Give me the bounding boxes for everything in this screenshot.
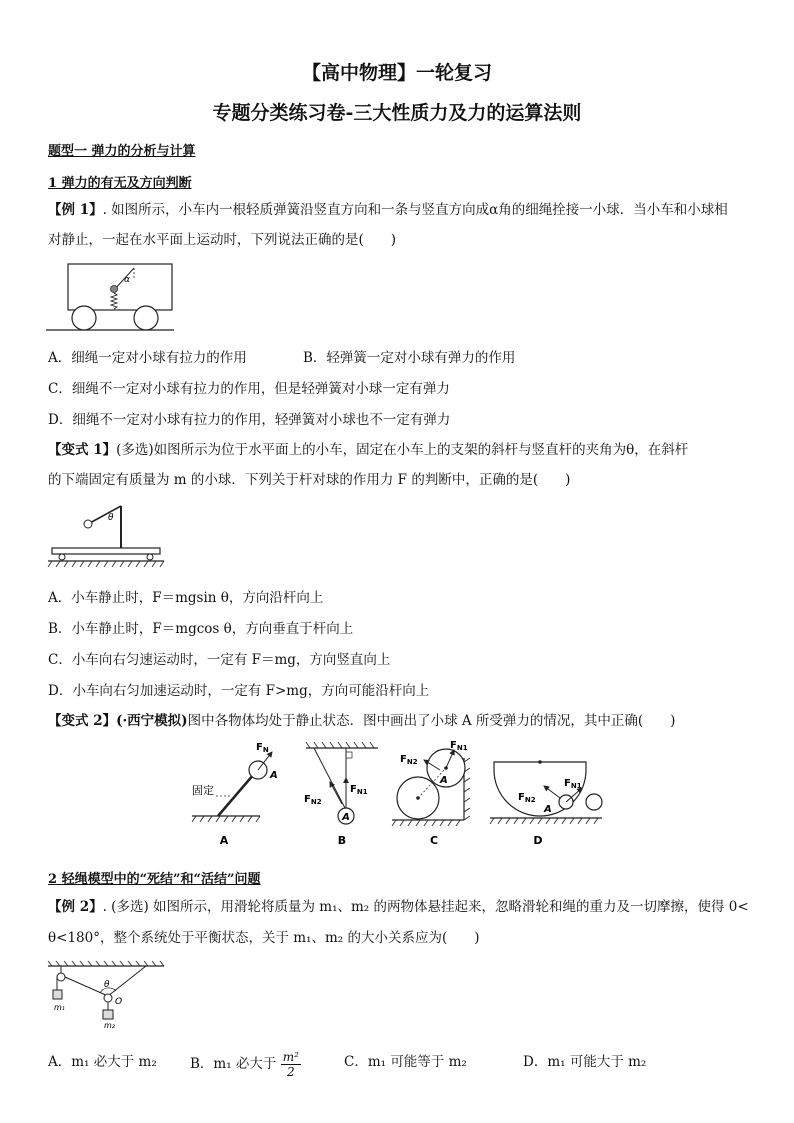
fn1-label-c: $F_{N1}$ xyxy=(450,740,468,752)
variant-1-tag: 【变式 1】 xyxy=(48,442,117,458)
page-title: 【高中物理】一轮复习 xyxy=(301,62,492,84)
variant-2-text: 图中各物体均处于静止状态．图中画出了小球 A 所受弹力的情况，其中正确( ) xyxy=(187,713,676,729)
cart-spring-figure xyxy=(46,262,176,334)
fn-label-a: $F_N$ xyxy=(256,742,269,754)
diagram-label-c: C xyxy=(429,834,439,847)
variant-2-source: (·西宁模拟) xyxy=(116,713,188,729)
example-1-line1 xyxy=(48,200,748,220)
example-1-line2: 对静止，一起在水平面上运动时，下列说法正确的是( ) xyxy=(48,232,397,248)
variant-1-option-a: A．小车静止时，F＝mgsin θ，方向沿杆向上 xyxy=(48,590,324,606)
diagram-c xyxy=(392,740,470,847)
subsection-heading-2: 2 轻绳模型中的“死结”和“活结”问题 xyxy=(48,872,261,887)
option-a: A．细绳一定对小球有拉力的作用 xyxy=(48,350,247,366)
fn1-label-d: $F_{N1}$ xyxy=(564,778,582,790)
diagram-label-a: A xyxy=(219,834,229,847)
option-c: C．细绳不一定对小球有拉力的作用，但是轻弹簧对小球一定有弹力 xyxy=(48,381,450,397)
variant-1-option-c: C．小车向右匀速运动时，一定有 F＝mg，方向竖直向上 xyxy=(48,652,391,668)
diagram-d xyxy=(490,760,602,847)
fraction xyxy=(281,1050,301,1079)
ball-label-d: A xyxy=(544,804,552,815)
variant-1-line2: 的下端固定有质量为 m 的小球．下列关于杆对球的作用力 F 的判断中，正确的是( ) xyxy=(48,472,571,488)
fn2-label-d: $F_{N2}$ xyxy=(518,792,536,804)
variant-1-text: (多选)如图所示为位于水平面上的小车，固定在小车上的支架的斜杆与竖直杆的夹角为θ，在斜杆 xyxy=(116,442,689,458)
example-2-option-d: D．m₁ 可能大于 m₂ xyxy=(523,1054,647,1070)
fraction-numerator: m² xyxy=(282,1050,299,1064)
diagram-a xyxy=(192,742,278,847)
page-subtitle: 专题分类练习卷-三大性质力及力的运算法则 xyxy=(212,102,582,124)
variant-1-option-b: B．小车静止时，F＝mgcos θ，方向垂直于杆向上 xyxy=(48,621,354,637)
m1-label: m₁ xyxy=(54,1003,65,1012)
fixed-label: 固定 xyxy=(192,784,214,797)
theta-label-pulley: θ xyxy=(104,980,110,990)
diagram-label-d: D xyxy=(533,834,543,847)
o-label: O xyxy=(115,997,123,1007)
ball-label-c: A xyxy=(440,775,448,786)
diagram-label-b: B xyxy=(337,834,347,847)
fraction-denominator: 2 xyxy=(287,1065,295,1079)
example-2-line2: θ<180°，整个系统处于平衡状态，关于 m₁、m₂ 的大小关系应为( ) xyxy=(48,930,480,946)
diagram-b xyxy=(304,742,378,847)
example-2-tag: 【例 2】 xyxy=(48,899,103,915)
theta-label: θ xyxy=(108,513,114,523)
variant-2-tag: 【变式 2】 xyxy=(48,713,117,729)
variant-2-line xyxy=(48,711,748,731)
option-b: B．轻弹簧一定对小球有弹力的作用 xyxy=(303,350,516,366)
example-1-tag: 【例 1】 xyxy=(48,202,103,218)
example-2-option-a: A．m₁ 必大于 m₂ xyxy=(48,1054,157,1070)
spring xyxy=(111,293,117,309)
variant-1-line1 xyxy=(48,440,748,460)
section-heading: 题型一 弹力的分析与计算 xyxy=(48,144,196,159)
alpha-label: α xyxy=(124,275,130,285)
m2-label: m₂ xyxy=(104,1021,115,1030)
wheel-right xyxy=(134,306,158,330)
example-2-text: . (多选) 如图所示，用滑轮将质量为 m₁、m₂ 的两物体悬挂起来，忽略滑轮和绳的重力及一切摩擦，使得 0< xyxy=(102,899,749,915)
option-b-prefix: B．m₁ 必大于 xyxy=(190,1056,277,1072)
ball-label-b: A xyxy=(342,812,350,823)
fn2-label-b: $F_{N2}$ xyxy=(304,794,322,806)
ball xyxy=(111,286,118,293)
example-2-option-b xyxy=(190,1050,301,1079)
pulley-figure xyxy=(46,960,166,1030)
fn2-label-c: $F_{N2}$ xyxy=(400,754,418,766)
example-2-option-c: C．m₁ 可能等于 m₂ xyxy=(344,1054,467,1070)
example-2-line1 xyxy=(48,897,748,917)
wheel-left xyxy=(72,306,96,330)
elastic-force-diagrams xyxy=(188,738,608,850)
variant-1-option-d: D．小车向右匀加速运动时，一定有 F>mg，方向可能沿杆向上 xyxy=(48,683,430,699)
ball-label-a: A xyxy=(270,770,278,781)
cart-bracket-figure xyxy=(46,500,166,572)
example-1-text: . 如图所示，小车内一根轻质弹簧沿竖直方向和一条与竖直方向成α角的细绳拴接一小球．当小车和小球相 xyxy=(102,202,728,218)
subsection-heading-1: 1 弹力的有无及方向判断 xyxy=(48,176,192,191)
fn1-label-b: $F_{N1}$ xyxy=(350,784,368,796)
option-d: D．细绳不一定对小球有拉力的作用，轻弹簧对小球也不一定有弹力 xyxy=(48,412,451,428)
